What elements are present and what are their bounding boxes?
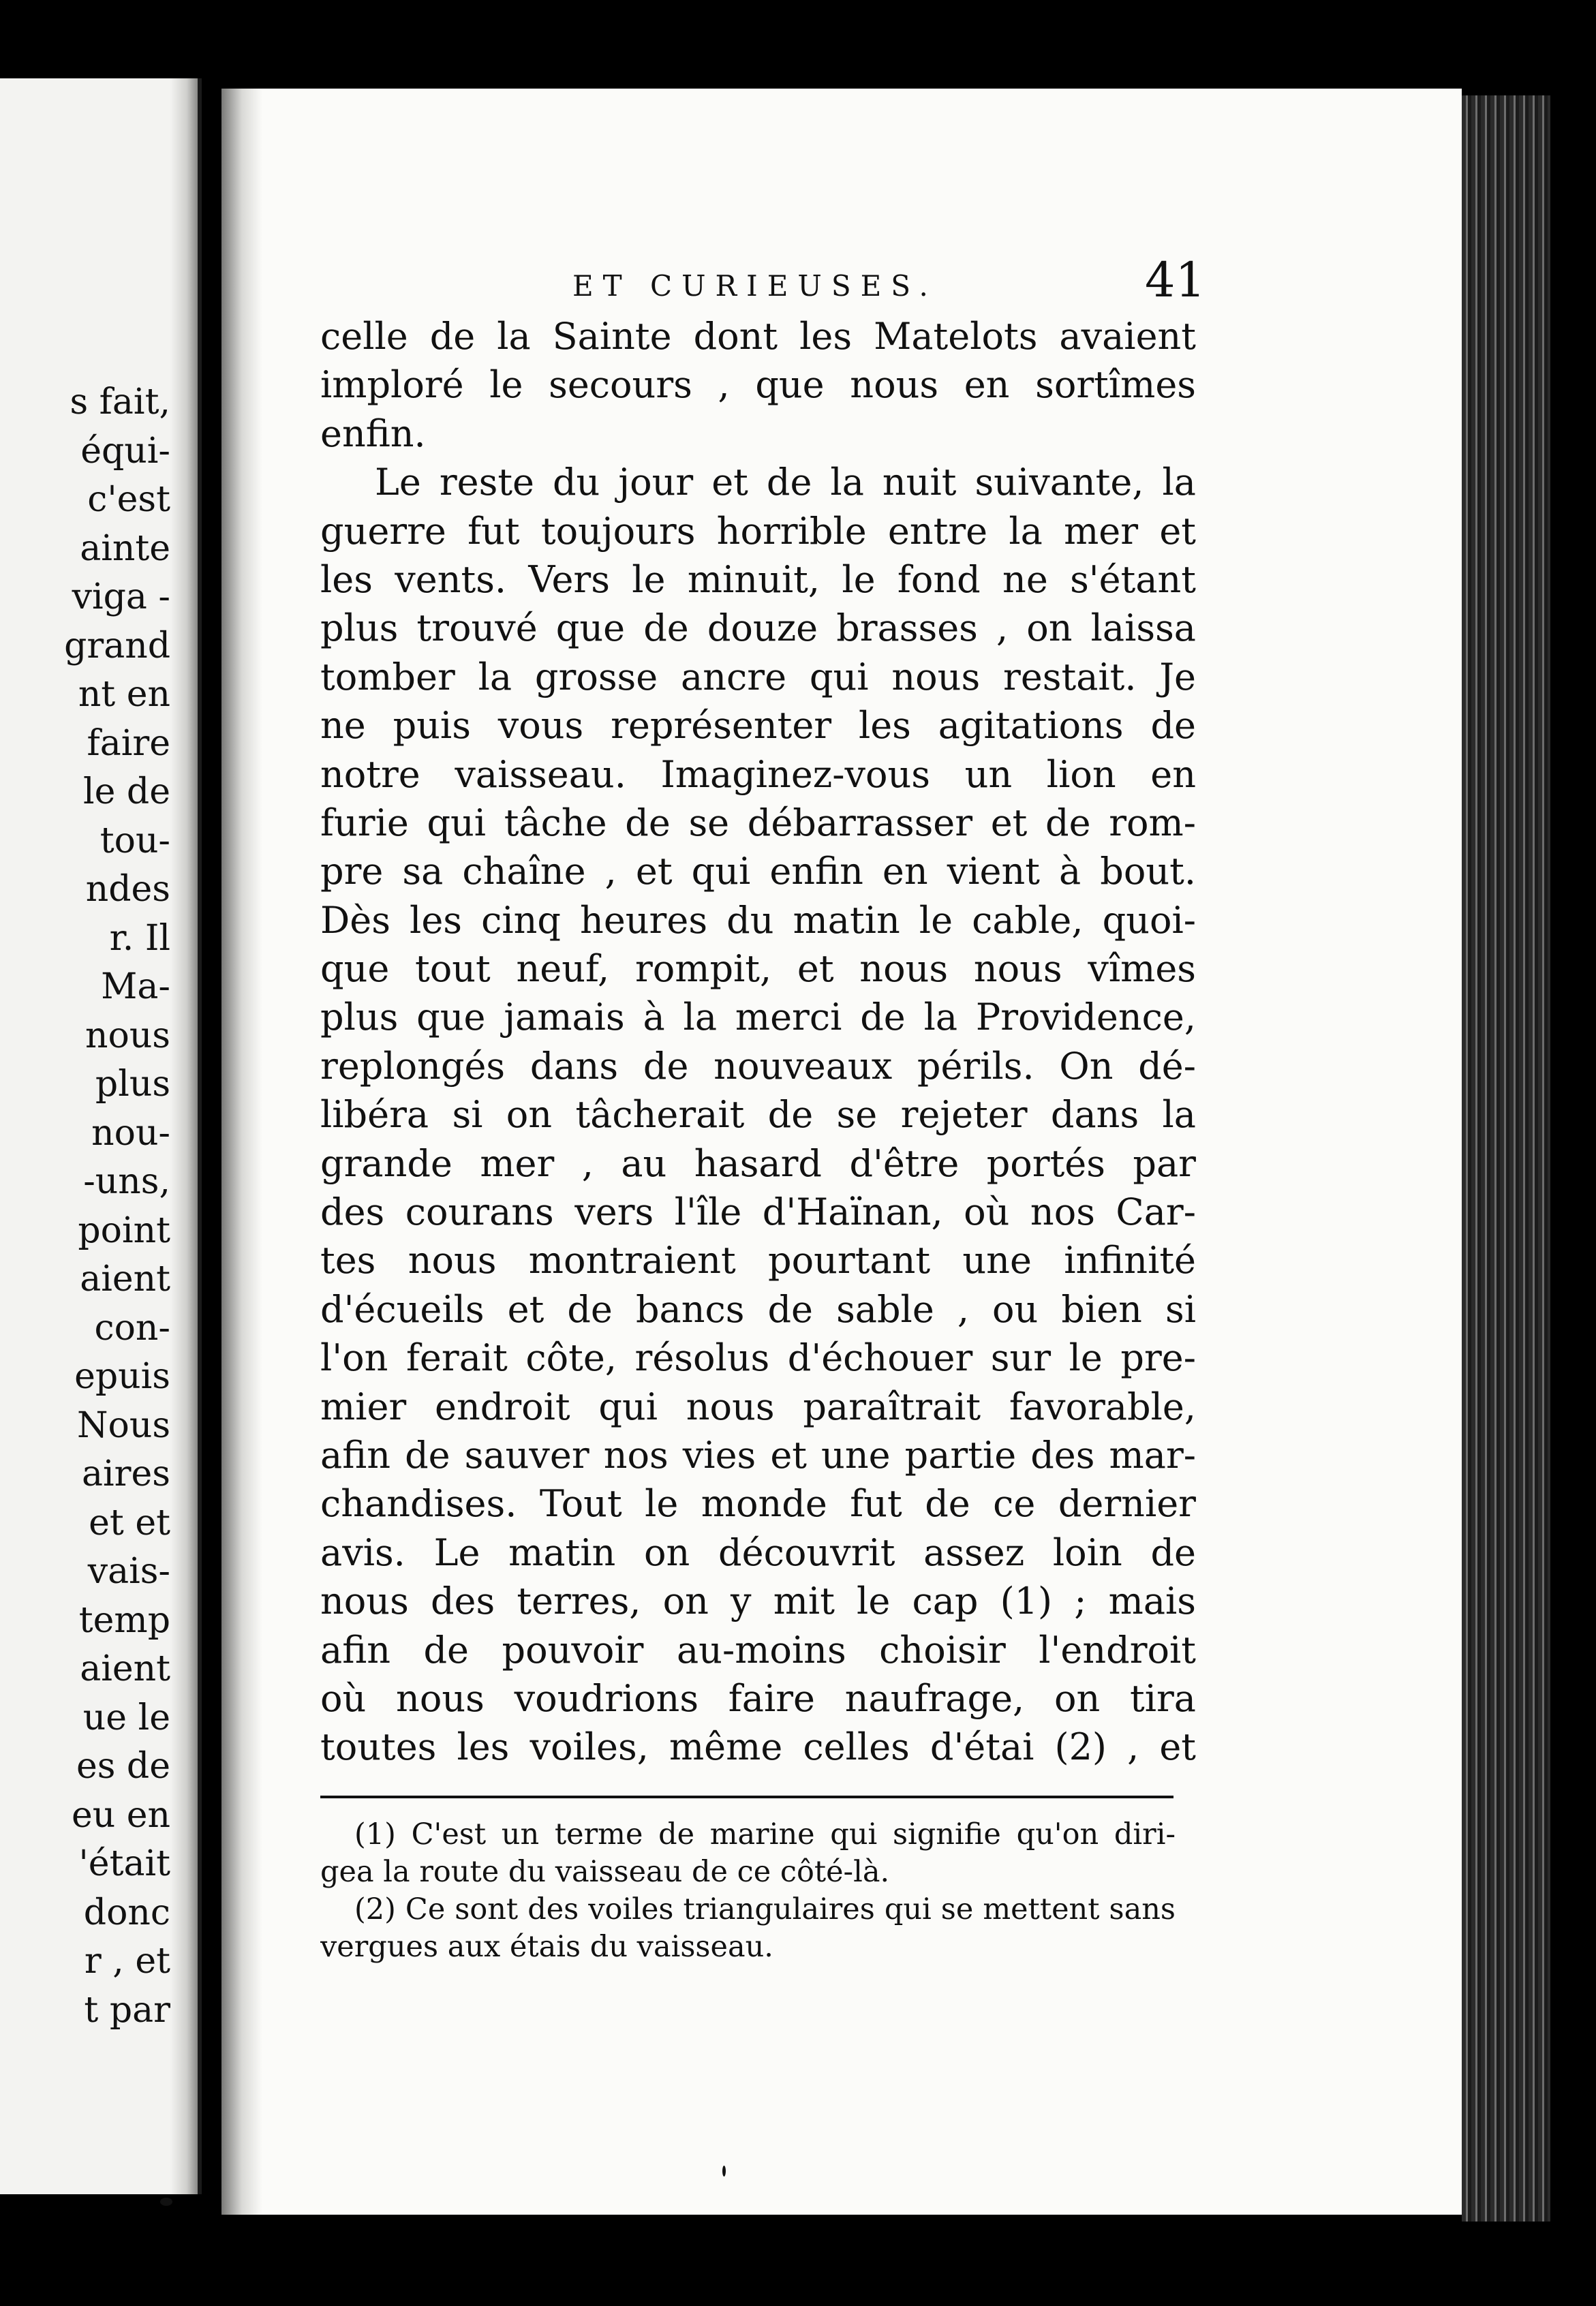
left-line: nt en [78, 674, 170, 715]
left-line: viga - [72, 576, 170, 617]
left-line: eu en [71, 1794, 170, 1836]
left-line: donc [83, 1892, 170, 1933]
left-line: ue le [82, 1697, 170, 1738]
left-line: epuis [74, 1356, 170, 1397]
left-page [0, 78, 202, 2194]
left-line: équi- [80, 430, 170, 472]
text-line: toutes les voiles, même celles d'étai (2) , et [320, 1725, 1196, 1769]
left-line: vais- [87, 1551, 170, 1592]
text-line: replongés dans de nouveaux périls. On dé- [320, 1044, 1196, 1088]
left-line: grand [64, 625, 170, 666]
left-line: le de [83, 771, 170, 812]
left-line: c'est [87, 479, 170, 520]
left-line: temp [78, 1599, 170, 1641]
left-line: r. Il [109, 917, 170, 959]
left-line: 'était [78, 1843, 170, 1884]
left-line: ainte [80, 527, 170, 569]
text-line: mier endroit qui nous paraîtrait favorable, [320, 1385, 1196, 1428]
text-line: notre vaisseau. Imaginez-vous un lion en [320, 752, 1196, 796]
text-line: tomber la grosse ancre qui nous restait. Je [320, 655, 1196, 698]
left-line: t par [84, 1989, 170, 2031]
text-line: grande mer , au hasard d'être portés par [320, 1141, 1196, 1185]
left-line: aires [82, 1454, 170, 1494]
left-line: nou- [91, 1112, 170, 1154]
footnotes [320, 1816, 1176, 1966]
text-line: que tout neuf, rompit, et nous nous vîmes [320, 947, 1196, 991]
text-line: Dès les cinq heures du matin le cable, quoi- [320, 898, 1196, 942]
left-line: ndes [85, 869, 170, 910]
book-page-edges [1462, 95, 1550, 2222]
left-line: et et [89, 1502, 170, 1543]
body-text [320, 312, 1196, 1772]
text-line: pre sa chaîne , et qui enfin en vient à bout. [320, 850, 1196, 893]
left-line: es de [76, 1746, 170, 1787]
text-line: tes nous montraient pourtant une infinité [320, 1239, 1196, 1282]
left-line: s fait, [70, 382, 170, 422]
footnote-line: (1) C'est un terme de marine qui signifie qu'on diri- [354, 1817, 1176, 1851]
running-header: ET CURIEUSES. [572, 269, 938, 303]
text-line: où nous voudrions faire naufrage, on tira [320, 1676, 1196, 1720]
left-line: aient [80, 1648, 170, 1689]
text-line: enfin. [320, 412, 426, 455]
text-line: celle de la Sainte dont les Matelots avaient [320, 315, 1196, 358]
footnote-line: vergues aux étais du vaisseau. [320, 1930, 773, 1964]
text-line: chandises. Tout le monde fut de ce dernier [320, 1482, 1196, 1526]
text-line: guerre fut toujours horrible entre la mer et [320, 509, 1196, 553]
left-line: Nous [77, 1404, 170, 1446]
footnote-line: (2) Ce sont des voiles triangulaires qui se mettent sans [354, 1892, 1176, 1926]
text-line: libéra si on tâcherait de se rejeter dans la [320, 1093, 1196, 1137]
text-line: plus trouvé que de douze brasses , on laissa [320, 606, 1196, 650]
left-page-gutter-shadow [170, 78, 198, 2194]
left-line: point [78, 1210, 170, 1251]
left-line: faire [87, 722, 170, 764]
text-line: plus que jamais à la merci de la Providence, [320, 996, 1196, 1039]
footnote-rule [320, 1796, 1173, 1798]
text-line: ne puis vous représenter les agitations de [320, 704, 1196, 748]
text-line: des courans vers l'île d'Haïnan, où nos Car- [320, 1190, 1196, 1234]
left-line: r , et [84, 1941, 170, 1982]
text-line: nous des terres, on y mit le cap (1) ; mais [320, 1580, 1196, 1623]
left-line: tou- [99, 820, 170, 861]
footnote-line: gea la route du vaisseau de ce côté-là. [320, 1855, 890, 1889]
text-line: afin de pouvoir au-moins choisir l'endroit [320, 1628, 1196, 1672]
text-line: afin de sauver nos vies et une partie des mar- [320, 1433, 1196, 1477]
text-line: les vents. Vers le minuit, le fond ne s'étant [320, 557, 1196, 601]
left-page-text [64, 378, 170, 2035]
left-line: -uns, [83, 1161, 170, 1202]
left-line: con- [94, 1307, 170, 1349]
text-line: l'on ferait côte, résolus d'échouer sur le pre- [320, 1336, 1196, 1380]
text-line: d'écueils et de bancs de sable , ou bien si [320, 1287, 1196, 1331]
left-line: aient [80, 1259, 170, 1300]
ink-speck [722, 2166, 726, 2177]
text-line: avis. Le matin on découvrit assez loin de [320, 1531, 1196, 1574]
left-line: Ma- [101, 966, 170, 1007]
left-line: nous [85, 1015, 170, 1056]
page-number: 41 [1145, 252, 1206, 308]
binding-shadow [221, 89, 262, 2215]
text-line: Le reste du jour et de la nuit suivante, la [375, 461, 1196, 504]
left-line: plus [95, 1064, 170, 1105]
ink-speck [160, 2198, 172, 2206]
text-line: furie qui tâche de se débarrasser et de rom- [320, 801, 1196, 844]
text-line: imploré le secours , que nous en sortîmes [320, 363, 1196, 407]
